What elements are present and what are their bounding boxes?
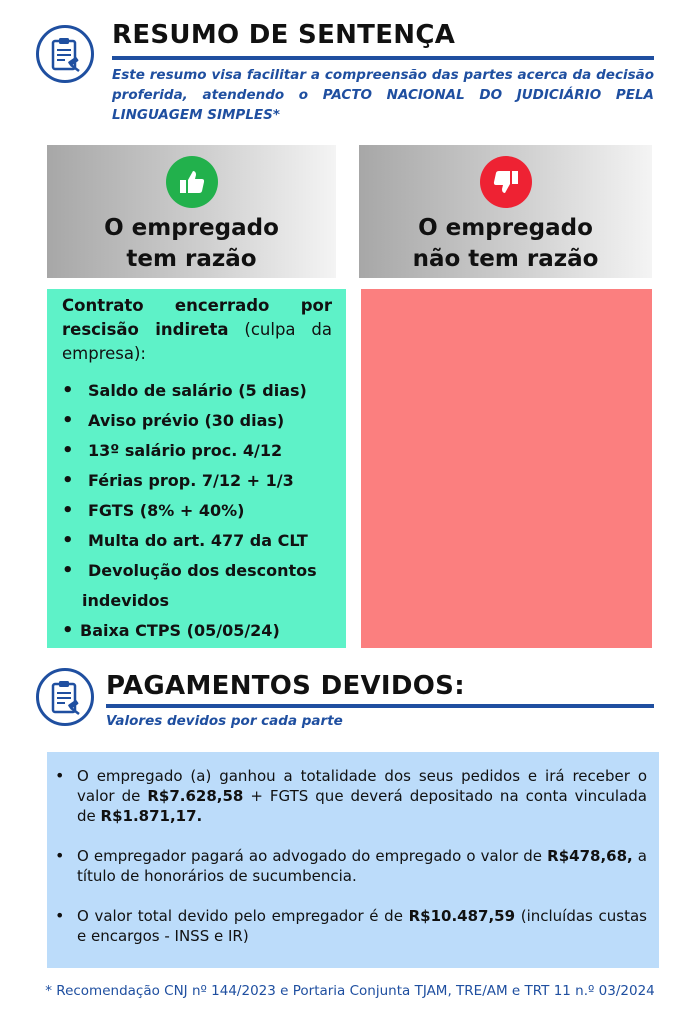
card-favorable-title: [47, 213, 336, 275]
payments-list: [55, 766, 647, 966]
list-item: • FGTS (8% + 40%): [58, 496, 343, 526]
favorable-intro-bold: Contrato encerrado por rescisão indireta: [62, 296, 332, 339]
list-item: • Baixa CTPS (05/05/24): [58, 616, 343, 646]
card-favorable-line2: tem razão: [126, 246, 257, 272]
payments-underline: [106, 704, 654, 708]
payment-item-employee: • O empregado (a) ganhou a totalidade dos seus pedidos e irá receber o valor de R$7.628,58 + FGTS que deverá depositado na conta vinculada de R$1.871,17.: [55, 766, 647, 826]
payment-item-lawyer: • O empregador pagará ao advogado do empregado o valor de R$478,68, a título de honorários de sucumbencia.: [55, 846, 647, 886]
card-favorable: [47, 145, 336, 278]
title-underline: [112, 56, 654, 60]
clipboard-gavel-icon: [36, 668, 94, 726]
card-unfavorable-title: [359, 213, 652, 275]
footer-note: * Recomendação CNJ nº 144/2023 e Portaria Conjunta TJAM, TRE/AM e TRT 11 n.º 03/2024: [45, 983, 655, 999]
unfavorable-details-box: [361, 289, 652, 648]
favorable-items-list: [58, 376, 343, 646]
list-item: • Férias prop. 7/12 + 1/3: [58, 466, 343, 496]
favorable-intro-rest: (culpa da empresa):: [62, 320, 333, 363]
clipboard-gavel-icon: [36, 25, 94, 83]
thumbs-down-icon: [480, 156, 532, 208]
payments-title: PAGAMENTOS DEVIDOS:: [106, 671, 465, 701]
card-unfavorable-line1: O empregado: [418, 215, 593, 241]
card-unfavorable: [359, 145, 652, 278]
list-item: • Saldo de salário (5 dias): [58, 376, 343, 406]
list-item: • Multa do art. 477 da CLT: [58, 526, 343, 556]
favorable-intro: [62, 294, 332, 366]
page-title: RESUMO DE SENTENÇA: [112, 20, 456, 50]
card-unfavorable-line2: não tem razão: [412, 246, 599, 272]
thumbs-up-icon: [166, 156, 218, 208]
list-item: • Devolução dos descontos indevidos: [58, 556, 343, 616]
payments-subtitle: Valores devidos por cada parte: [106, 713, 343, 729]
card-favorable-line1: O empregado: [104, 215, 279, 241]
page-subtitle: Este resumo visa facilitar a compreensão das partes acerca da decisão proferida, atendendo o PACTO NACIONAL DO JUDICIÁRIO PELA LINGUAGEM SIMPLES*: [112, 67, 654, 123]
list-item: • Aviso prévio (30 dias): [58, 406, 343, 436]
list-item: • 13º salário proc. 4/12: [58, 436, 343, 466]
payment-item-total: • O valor total devido pelo empregador é de R$10.487,59 (incluídas custas e encargos - INSS e IR): [55, 906, 647, 946]
